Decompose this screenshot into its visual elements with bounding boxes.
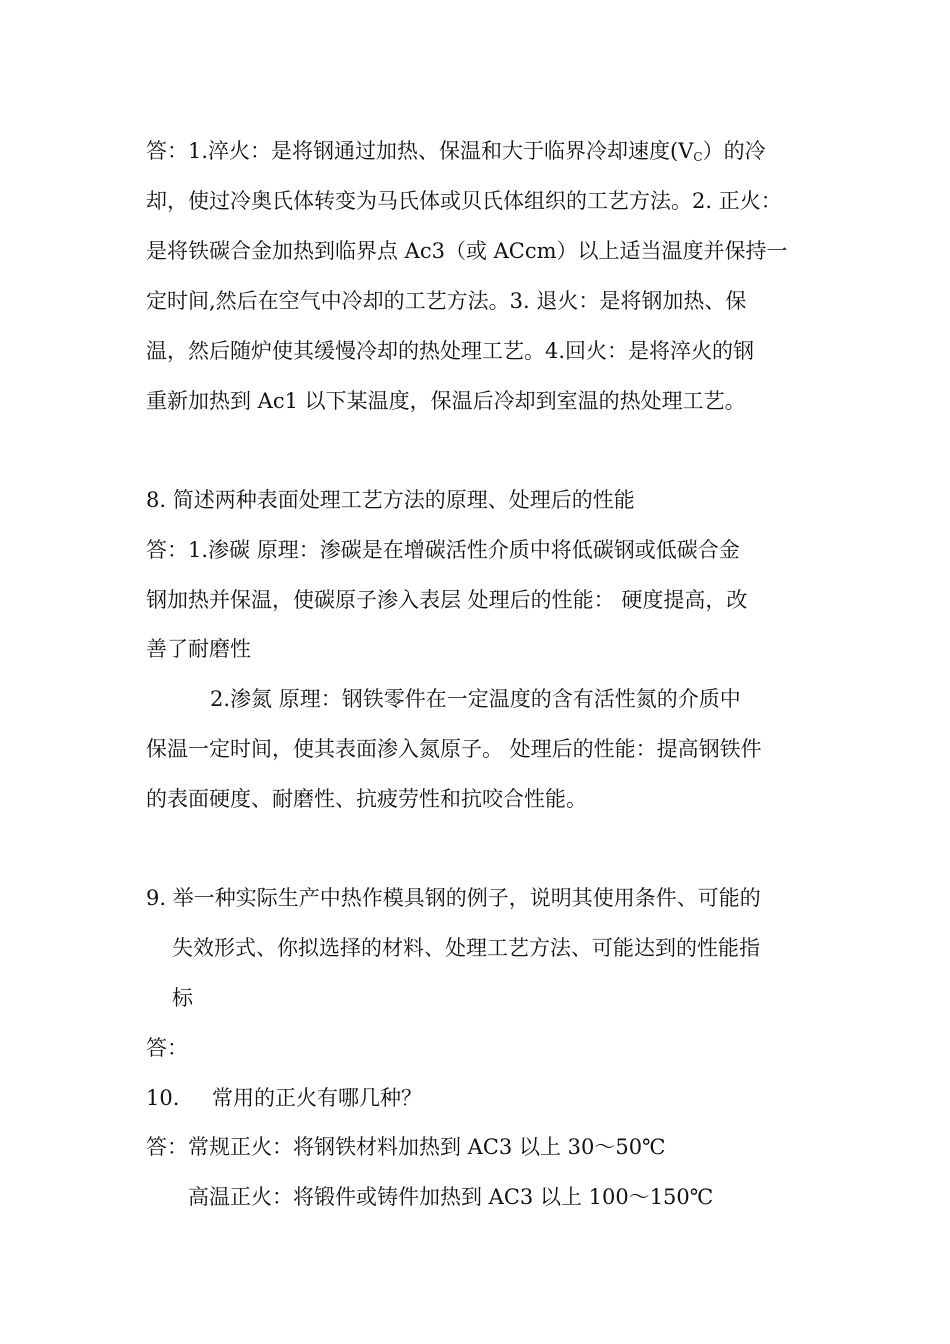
answer7-line-3: 是将铁碳合金加热到临界点 Ac3（或 ACcm）以上适当温度并保持一 (146, 239, 788, 263)
question9-line-3: 标 (172, 986, 193, 1010)
question10-title: 常用的正火有哪几种？ (212, 1086, 422, 1110)
answer7-line-1 (146, 138, 766, 170)
question10-number: 10. (146, 1086, 180, 1110)
question8-line-2: 钢加热并保温，使碳原子渗入表层 处理后的性能： 硬度提高，改 (146, 588, 748, 612)
question8-line-4: 2.渗氮 原理：钢铁零件在一定温度的含有活性氮的介质中 (210, 687, 741, 711)
answer7-line-5: 温，然后随炉使其缓慢冷却的热处理工艺。4.回火：是将淬火的钢 (146, 339, 755, 363)
answer7-line-1-text: 答：1.淬火：是将钢通过加热、保温和大于临界冷却速度(V (146, 139, 694, 163)
question8-line-1: 答：1.渗碳 原理：渗碳是在增碳活性介质中将低碳钢或低碳合金 (146, 538, 740, 562)
question9-answer: 答： (146, 1036, 188, 1060)
question8-line-5: 保温一定时间，使其表面渗入氮原子。 处理后的性能：提高钢铁件 (146, 737, 762, 761)
vc-subscript: C (693, 150, 703, 164)
question10-line-1: 答：常规正火：将钢铁材料加热到 AC3 以上 30～50℃ (146, 1135, 666, 1159)
question10-line-2: 高温正火：将锻件或铸件加热到 AC3 以上 100～150℃ (188, 1185, 714, 1209)
question8-title: 8. 简述两种表面处理工艺方法的原理、处理后的性能 (146, 488, 635, 512)
answer7-line-1-text-end: ）的冷 (702, 139, 766, 163)
question9-line-2: 失效形式、你拟选择的材料、处理工艺方法、可能达到的性能指 (172, 936, 760, 960)
answer7-line-2: 却，使过冷奥氏体转变为马氏体或贝氏体组织的工艺方法。2. 正火： (146, 189, 782, 213)
question8-line-6: 的表面硬度、耐磨性、抗疲劳性和抗咬合性能。 (146, 787, 587, 811)
answer7-line-4: 定时间,然后在空气中冷却的工艺方法。3. 退火：是将钢加热、保 (146, 289, 747, 313)
question8-line-3: 善了耐磨性 (146, 637, 251, 661)
answer7-line-6: 重新加热到 Ac1 以下某温度，保温后冷却到室温的热处理工艺。 (146, 389, 746, 413)
question9-line-1: 9. 举一种实际生产中热作模具钢的例子，说明其使用条件、可能的 (146, 886, 761, 910)
